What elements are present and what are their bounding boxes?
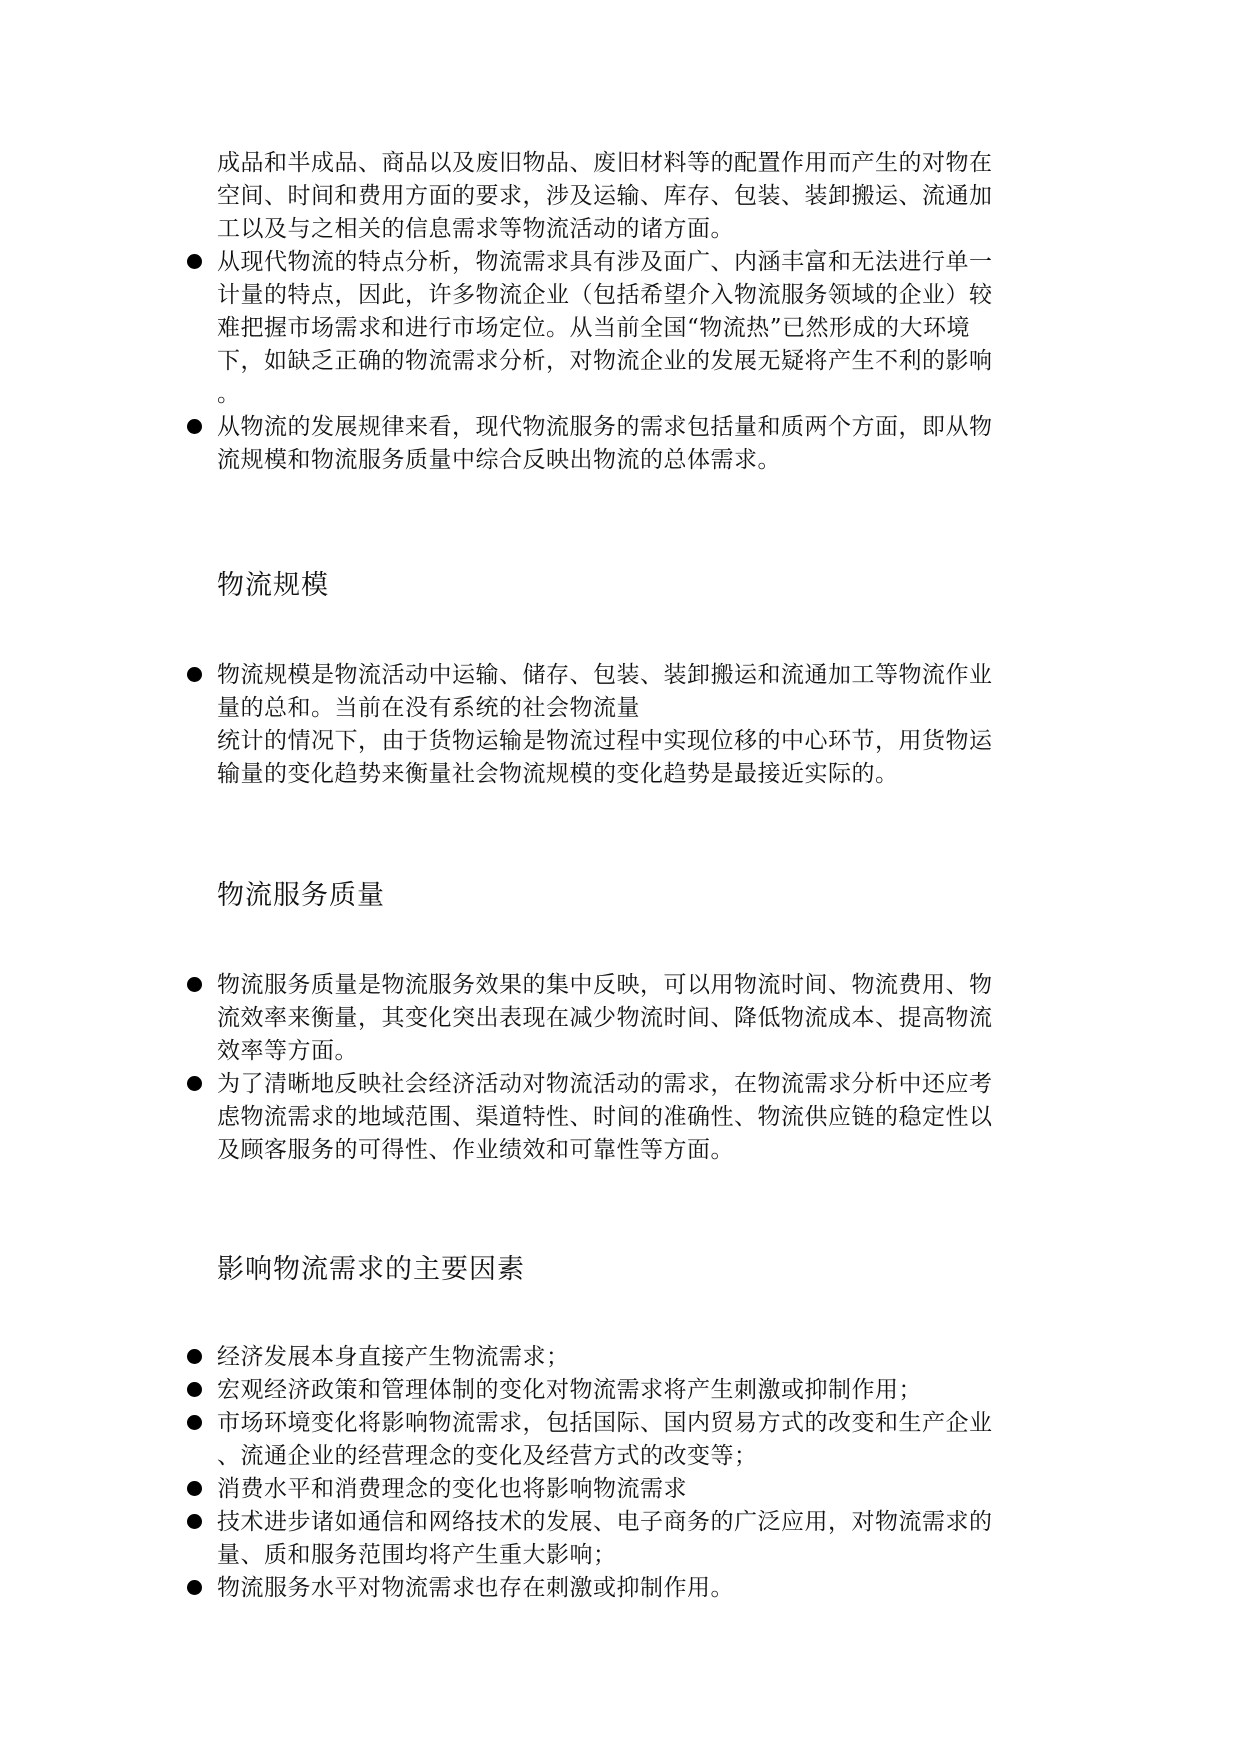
text-line: 输量的变化趋势来衡量社会物流规模的变化趋势是最接近实际的。 (217, 761, 899, 787)
text-line: 流规模和物流服务质量中综合反映出物流的总体需求。 (217, 447, 781, 473)
text-line: 技术进步诸如通信和网络技术的发展、电子商务的广泛应用，对物流需求的 (217, 1509, 993, 1535)
bullet-icon (187, 1514, 202, 1529)
list-item (217, 411, 1047, 477)
intro-paragraph (217, 147, 1047, 246)
text-line: 物流服务质量是物流服务效果的集中反映，可以用物流时间、物流费用、物 (217, 972, 993, 998)
list-item (217, 1068, 1047, 1167)
bullet-icon (187, 667, 202, 682)
list-item (217, 1407, 1047, 1473)
bullet-icon (187, 1349, 202, 1364)
list-item (217, 1506, 1047, 1572)
text-line: 从物流的发展规律来看，现代物流服务的需求包括量和质两个方面，即从物 (217, 414, 993, 440)
text-line: 宏观经济政策和管理体制的变化对物流需求将产生刺激或抑制作用； (217, 1377, 922, 1403)
text-line: 虑物流需求的地域范围、渠道特性、时间的准确性、物流供应链的稳定性以 (217, 1104, 993, 1130)
section-heading-scale: 物流规模 (217, 570, 329, 601)
section-heading-quality: 物流服务质量 (217, 880, 385, 911)
bullet-icon (187, 977, 202, 992)
list-item (217, 659, 1047, 791)
text-line: 及顾客服务的可得性、作业绩效和可靠性等方面。 (217, 1137, 734, 1163)
bullet-icon (187, 1382, 202, 1397)
text-line: 统计的情况下，由于货物运输是物流过程中实现位移的中心环节，用货物运 (217, 728, 993, 754)
text-line: 。 (217, 381, 241, 407)
list-item (217, 1473, 1047, 1506)
bullet-icon (187, 1415, 202, 1430)
bullet-icon (187, 419, 202, 434)
list-item (217, 1374, 1047, 1407)
text-line: 效率等方面。 (217, 1038, 358, 1064)
text-line: 、流通企业的经营理念的变化及经营方式的改变等； (217, 1443, 758, 1469)
text-line: 空间、时间和费用方面的要求，涉及运输、库存、包装、装卸搬运、流通加 (217, 183, 993, 209)
text-line: 物流服务水平对物流需求也存在刺激或抑制作用。 (217, 1575, 734, 1601)
text-line: 流效率来衡量，其变化突出表现在减少物流时间、降低物流成本、提高物流 (217, 1005, 993, 1031)
section-heading-factors: 影响物流需求的主要因素 (217, 1254, 525, 1285)
list-item (217, 969, 1047, 1068)
text-line: 为了清晰地反映社会经济活动对物流活动的需求，在物流需求分析中还应考 (217, 1071, 993, 1097)
text-line: 下，如缺乏正确的物流需求分析，对物流企业的发展无疑将产生不利的影响 (217, 348, 993, 374)
bullet-icon (187, 1076, 202, 1091)
text-line: 计量的特点，因此，许多物流企业（包括希望介入物流服务领域的企业）较 (217, 282, 993, 308)
list-item (217, 1572, 1047, 1605)
list-item (217, 1341, 1047, 1374)
text-line: 经济发展本身直接产生物流需求； (217, 1344, 570, 1370)
text-line: 物流规模是物流活动中运输、储存、包装、装卸搬运和流通加工等物流作业 (217, 662, 993, 688)
text-line: 成品和半成品、商品以及废旧物品、废旧材料等的配置作用而产生的对物在 (217, 150, 993, 176)
text-line: 市场环境变化将影响物流需求，包括国际、国内贸易方式的改变和生产企业 (217, 1410, 993, 1436)
bullet-icon (187, 1481, 202, 1496)
text-line: 量、质和服务范围均将产生重大影响； (217, 1542, 617, 1568)
text-line: 从现代物流的特点分析，物流需求具有涉及面广、内涵丰富和无法进行单一 (217, 249, 993, 275)
list-item (217, 246, 1047, 411)
bullet-icon (187, 254, 202, 269)
text-line: 工以及与之相关的信息需求等物流活动的诸方面。 (217, 216, 734, 242)
text-line: 难把握市场需求和进行市场定位。从当前全国“物流热”已然形成的大环境 (217, 315, 971, 341)
bullet-icon (187, 1580, 202, 1595)
text-line: 量的总和。当前在没有系统的社会物流量 (217, 695, 640, 721)
text-line: 消费水平和消费理念的变化也将影响物流需求 (217, 1476, 687, 1502)
